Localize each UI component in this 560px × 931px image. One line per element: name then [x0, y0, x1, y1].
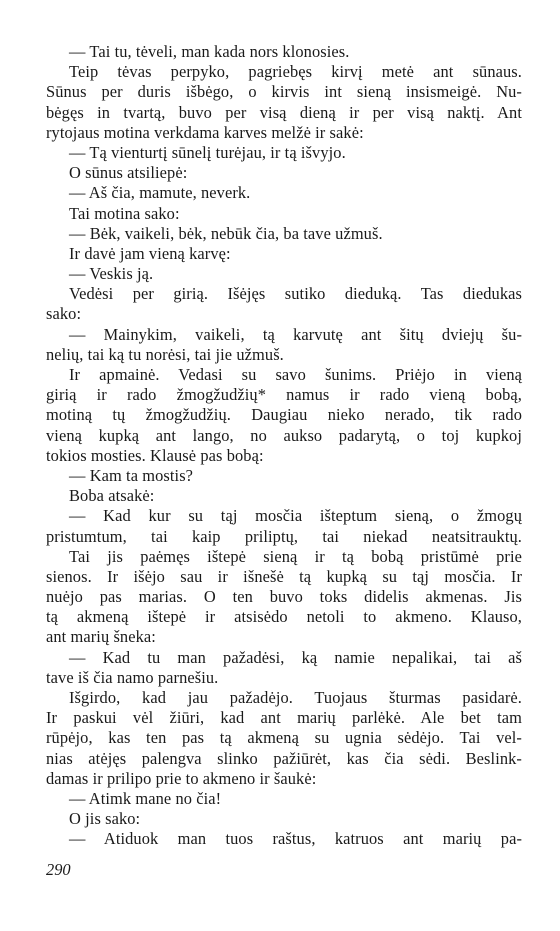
text-line: O jis sako: [69, 809, 141, 829]
text-line: rytojaus motina verkdama karves melžė ir sakė: [46, 122, 364, 142]
text-line: sako: [46, 304, 82, 324]
text-line: nuėjo pas marias. O ten buvo toks didelis akmenas. Jis [46, 587, 522, 607]
page-text-block [46, 42, 522, 850]
text-line: tave iš čia namo parnešiu. [46, 667, 219, 687]
text-line: Ir davė jam vieną karvę: [69, 243, 231, 263]
text-line: Tai motina sako: [69, 203, 180, 223]
text-line: tą akmeną ištepė ir atsisėdo netoli to akmeno. Klauso, [46, 607, 522, 627]
text-line: — Kad tu man pažadėsi, ką namie nepalikai, tai aš [69, 647, 522, 667]
text-line: — Tą vienturtį sūnelį turėjau, ir tą išvyjo. [69, 142, 346, 162]
text-line: rūpėjo, kas ten pas tą akmeną su ugnia sėdėjo. Tai vel- [46, 728, 522, 748]
text-line: Ir apmainė. Vedasi su savo šunims. Priėjo in vieną [69, 365, 522, 384]
text-line: Boba atsakė: [69, 486, 155, 506]
text-line: — Aš čia, mamute, neverk. [69, 183, 251, 203]
text-line: O sūnus atsiliepė: [69, 163, 188, 183]
text-line: ant marių šneka: [46, 627, 156, 647]
text-line: girią ir rado žmogžudžių* namus ir rado vieną bobą, [46, 385, 522, 405]
text-line: vieną kupką ant lango, no aukso padarytą, o toj kupkoj [46, 425, 522, 445]
text-line: Teip tėvas perpyko, pagriebęs kirvį metė ant sūnaus. [69, 62, 522, 82]
text-line: Ir paskui vėl žiūri, kad ant marių parlėkė. Ale bet tam [46, 708, 522, 728]
page-number: 290 [46, 860, 71, 879]
text-line: Tai jis paėmęs ištepė sieną ir tą bobą pristūmė prie [69, 546, 522, 566]
text-line: Vedėsi per girią. Išėjęs sutiko dieduką. Tas diedukas [69, 284, 522, 304]
text-line: — Veskis ją. [69, 264, 154, 284]
text-line: bėgęs in tvartą, buvo per visą dieną ir per visą naktį. Ant [46, 102, 522, 122]
text-line: nelių, tai ką tu norėsi, tai jie užmuš. [46, 344, 284, 364]
text-line: pristumtum, tai kaip priliptų, tai niekad neatsitrauktų. [46, 526, 522, 546]
text-line: — Kam ta mostis? [69, 465, 194, 485]
text-line: Išgirdo, kad jau pažadėjo. Tuojaus šturmas pasidarė. [69, 688, 522, 707]
text-line: motiną tų žmogžudžių. Daugiau nieko nerado, tik rado [46, 405, 522, 425]
text-line: Sūnus per duris išbėgo, o kirvis int sieną insismeigė. Nu- [46, 82, 522, 102]
text-line: nias atėjęs palengva slinko pažiūrėt, kas čia sėdi. Beslink- [46, 748, 522, 768]
text-line: — Tai tu, tėveli, man kada nors klonosies. [69, 42, 350, 61]
text-line: — Atimk mane no čia! [69, 788, 222, 808]
text-line: — Mainykim, vaikeli, tą karvutę ant šitų dviejų šu- [69, 324, 522, 344]
text-line: tokios mosties. Klausė pas bobą: [46, 445, 264, 465]
text-line: sienos. Ir išėjo sau ir išnešė tą kupką su tąj mosčia. Ir [46, 566, 522, 586]
text-line: — Bėk, vaikeli, bėk, nebūk čia, ba tave užmuš. [69, 223, 383, 243]
text-line: — Atiduok man tuos raštus, katruos ant marių pa- [69, 829, 522, 849]
text-line: — Kad kur su tąj mosčia išteptum sieną, o žmogų [69, 506, 522, 526]
text-line: damas ir prilipo prie to akmeno ir šaukė: [46, 768, 317, 788]
